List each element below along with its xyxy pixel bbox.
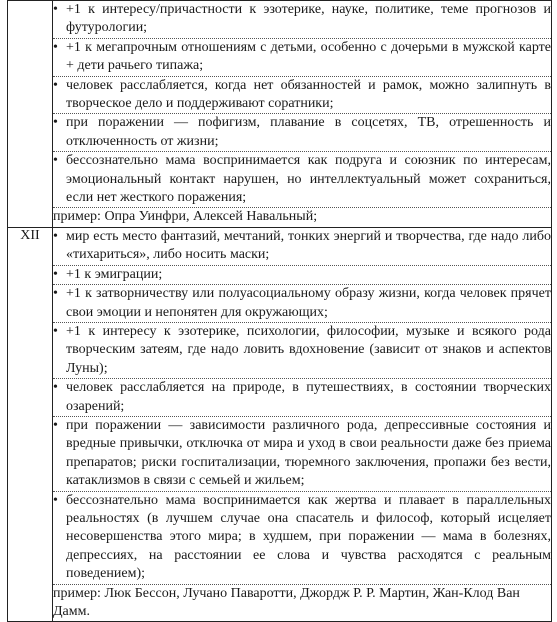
bullet-icon: • [53,266,58,282]
item-text: +1 к эмиграции; [66,266,163,282]
description-cell [53,227,552,622]
bullet-icon: • [53,115,58,131]
list-item [53,114,551,152]
list-item [53,285,551,323]
house-number-cell: XII [8,227,53,622]
description-cell [53,1,552,228]
item-text: +1 к интересу к эзотерике, психологии, философии, музыке и всякого рода творческим затеям, где надо ловить вдохновение (зависит от знаков и аспектов Луны); [66,323,551,376]
bullet-icon: • [53,417,58,433]
house-number-cell [8,1,53,228]
list-item [53,77,551,115]
example-text: пример: Опра Уинфри, Алексей Навальный; [53,209,318,225]
list-item [53,323,551,379]
item-text: человек расслабляется, когда нет обязанностей и рамок, можно залипнуть в творческое дело и поддерживают соратники; [66,77,551,112]
bullet-icon: • [53,323,58,339]
houses-table [7,0,552,622]
bullet-icon: • [53,286,58,302]
table-row [8,1,552,228]
list-item [53,152,551,208]
bullet-icon: • [53,380,58,396]
item-text: +1 к интересу/причастности к эзотерике, науке, политике, теме прогнозов и футурологии; [66,2,551,36]
bullet-icon: • [53,2,58,17]
bullet-icon: • [53,77,58,93]
item-text: при поражении — зависимости различного рода, депрессивные состояния и вредные привычки, отключка от мира и уход в свои реальности даже без приема препаратов; риски госпитализации, тюремного заключения, пропажи без вести, катаклизмов в связи с семьей и жильем; [66,417,551,489]
item-text: бессознательно мама воспринимается как жертва и плавает в параллельных реальностях (в лучшем случае она спасатель и философ, который исцеляет несовершенства этого мира; в худшем, при поражении — мама в болезнях, депрессиях, на расстоянии ее слова и чувства расходятся с реальным поведением); [66,492,551,582]
example-text: пример: Люк Бессон, Лучано Паваротти, Джордж Р. Р. Мартин, Жан-Клод Ван Дамм. [53,585,520,619]
item-text: +1 к затворничеству или полуасоциальному образу жизни, когда человек прячет свои эмоции и непонятен для окружающих; [66,286,551,320]
list-item [53,228,551,266]
item-text: человек расслабляется на природе, в путешествиях, в состоянии творческих озарений; [66,380,551,414]
list-item [53,39,551,77]
item-text: мир есть место фантазий, мечтаний, тонких энергий и творчества, где надо либо «тихариться», либо носить маски; [66,228,551,263]
bullet-icon: • [53,153,58,169]
item-text: бессознательно мама воспринимается как подруга и союзник по интересам, эмоциональный контакт нарушен, но интеллектуальный может сохраниться, если нет жесткого поражения; [66,153,551,206]
bullet-icon: • [53,228,58,244]
list-item [53,266,551,285]
item-text: при поражении — пофигизм, плавание в соцсетях, ТВ, отрешенность и отключенность от жизни; [66,115,551,149]
item-text: +1 к мегапрочным отношениям с детьми, особенно с дочерьми в мужской карте + дети рачьего типажа; [66,39,551,74]
bullet-icon: • [53,39,58,55]
list-item [53,417,551,492]
table-row [8,227,552,622]
list-item [53,1,551,39]
bullet-icon: • [53,492,58,508]
list-item [53,492,551,585]
list-item [53,379,551,417]
